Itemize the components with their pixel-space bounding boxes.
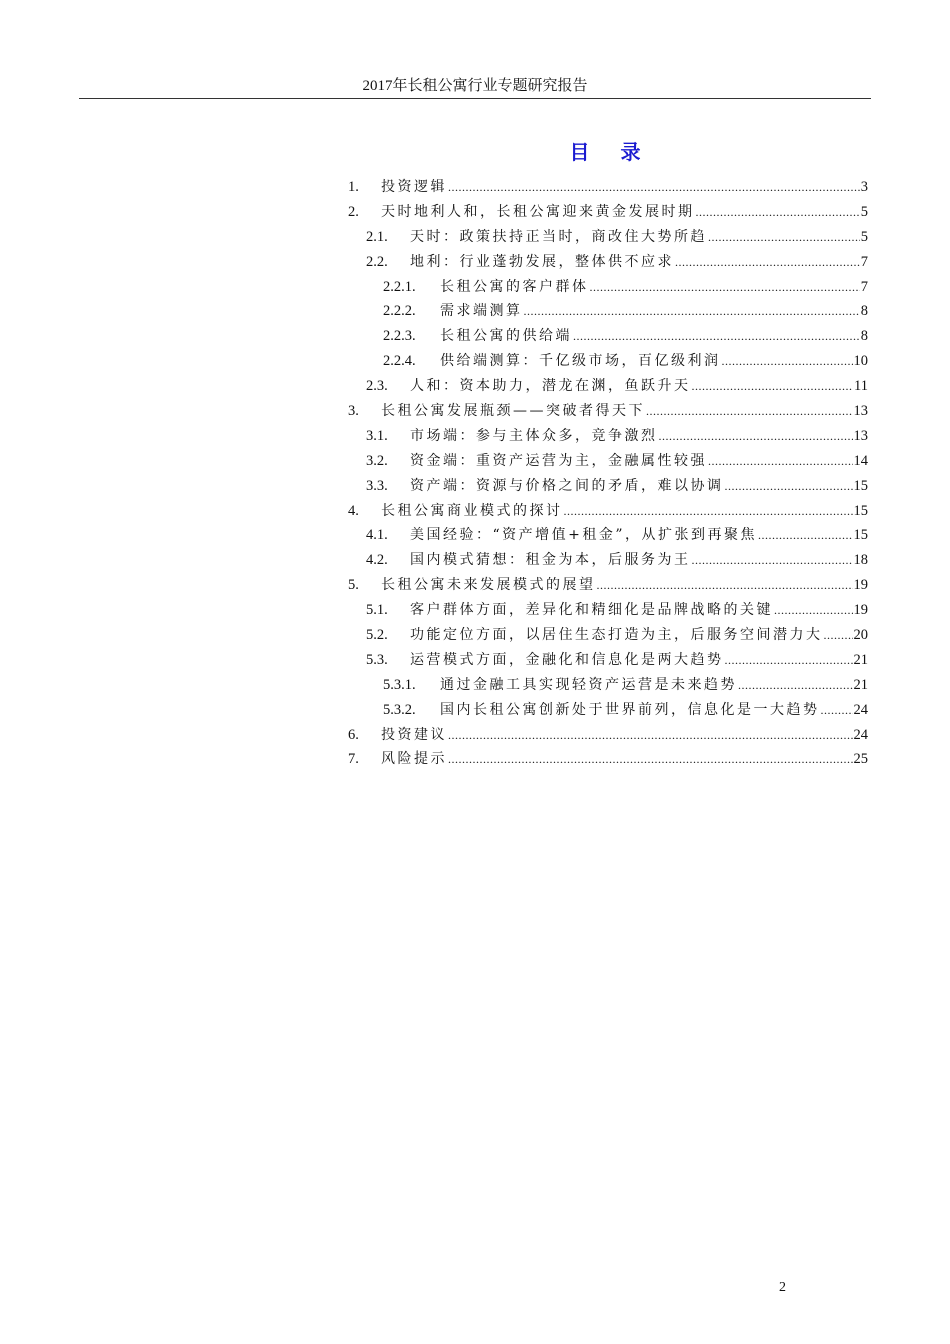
toc-entry-page: 14 (853, 452, 868, 469)
toc-leader-dots (696, 200, 860, 225)
toc-entry-page: 5 (860, 228, 868, 245)
toc-entry-number: 4.2. (366, 552, 388, 569)
toc-entry-text: 美国经验：“资产增值+租金”，从扩张到再聚焦 (410, 527, 758, 544)
toc-entry-text: 地利：行业蓬勃发展，整体供不应求 (410, 253, 674, 270)
toc-entry[interactable] (348, 424, 868, 449)
toc-entry-page: 24 (853, 726, 868, 743)
toc-entry-page: 15 (853, 477, 868, 494)
toc-entry[interactable] (348, 175, 868, 200)
toc-entry-text: 供给端测算：千亿级市场，百亿级利润 (440, 353, 721, 370)
toc-entry[interactable] (348, 299, 868, 324)
toc-entry-page: 13 (853, 427, 868, 444)
toc-entry-text: 投资逻辑 (381, 179, 447, 195)
page-number: 2 (779, 1280, 786, 1295)
toc-leader-dots (646, 399, 853, 424)
toc-entry-number: 5. (348, 577, 359, 594)
toc-title: 目 录 (569, 140, 653, 164)
toc-entry[interactable] (348, 225, 868, 250)
toc-entry-number: 2.2.1. (383, 278, 416, 295)
toc-entry-number: 2.2.3. (383, 328, 416, 345)
table-of-contents (348, 175, 868, 772)
toc-entry-text: 市场端：参与主体众多，竞争激烈 (410, 427, 658, 444)
toc-entry[interactable] (348, 349, 868, 374)
toc-entry-number: 2. (348, 203, 359, 220)
toc-entry-page: 7 (860, 278, 868, 295)
toc-entry[interactable] (348, 499, 868, 524)
toc-leader-dots (774, 598, 853, 623)
toc-entry-text: 长租公寓的客户群体 (440, 278, 589, 295)
toc-entry-number: 6. (348, 726, 359, 743)
toc-entry[interactable] (348, 598, 868, 623)
toc-entry[interactable] (348, 723, 868, 748)
toc-entry-number: 3.2. (366, 452, 388, 469)
toc-entry-number: 2.3. (366, 378, 388, 395)
toc-entry-text: 客户群体方面，差异化和精细化是品牌战略的关键 (410, 602, 773, 619)
toc-leader-dots (675, 250, 860, 275)
toc-entry-page: 7 (860, 253, 868, 270)
toc-entry-page: 20 (853, 627, 868, 644)
toc-leader-dots (573, 324, 860, 349)
toc-entry-text: 功能定位方面，以居住生态打造为主，后服务空间潜力大 (410, 627, 823, 644)
toc-leader-dots (448, 723, 853, 748)
toc-entry[interactable] (348, 673, 868, 698)
toc-entry-number: 4.1. (366, 527, 388, 544)
toc-entry[interactable] (348, 648, 868, 673)
toc-entry-page: 21 (853, 651, 868, 668)
toc-entry-page: 25 (853, 751, 868, 768)
toc-leader-dots (738, 673, 853, 698)
toc-entry-number: 4. (348, 502, 359, 519)
toc-leader-dots (708, 225, 860, 250)
toc-entry[interactable] (348, 623, 868, 648)
toc-leader-dots (448, 747, 853, 772)
toc-entry[interactable] (348, 449, 868, 474)
toc-leader-dots (590, 275, 860, 300)
toc-entry-page: 5 (860, 203, 868, 220)
toc-entry-page: 13 (853, 403, 868, 420)
toc-entry-number: 3.1. (366, 427, 388, 444)
toc-entry-number: 5.3. (366, 651, 388, 668)
toc-entry-page: 15 (853, 502, 868, 519)
header-divider (79, 98, 871, 99)
toc-entry-page: 21 (853, 676, 868, 693)
toc-leader-dots (448, 175, 860, 200)
toc-entry-page: 11 (854, 378, 868, 395)
toc-entry-page: 8 (860, 303, 868, 320)
toc-leader-dots (692, 374, 854, 399)
toc-entry-number: 5.2. (366, 627, 388, 644)
toc-entry-number: 2.1. (366, 228, 388, 245)
toc-entry-number: 5.3.1. (383, 676, 416, 693)
toc-leader-dots (524, 299, 860, 324)
toc-leader-dots (597, 573, 853, 598)
toc-leader-dots (824, 623, 853, 648)
toc-entry-text: 需求端测算 (440, 303, 523, 320)
toc-entry-text: 长租公寓商业模式的探讨 (381, 502, 563, 519)
toc-entry-text: 长租公寓的供给端 (440, 328, 572, 345)
toc-entry-number: 2.2. (366, 253, 388, 270)
toc-entry[interactable] (348, 250, 868, 275)
toc-entry[interactable] (348, 698, 868, 723)
toc-entry-page: 18 (853, 552, 868, 569)
toc-entry-text: 运营模式方面，金融化和信息化是两大趋势 (410, 651, 724, 668)
toc-entry-page: 3 (860, 179, 868, 195)
toc-entry-text: 投资建议 (381, 726, 447, 743)
toc-entry[interactable] (348, 374, 868, 399)
toc-leader-dots (564, 499, 853, 524)
toc-entry-text: 国内长租公寓创新处于世界前列，信息化是一大趋势 (440, 701, 820, 718)
toc-entry[interactable] (348, 275, 868, 300)
toc-entry-text: 通过金融工具实现轻资产运营是未来趋势 (440, 676, 737, 693)
toc-entry-number: 3.3. (366, 477, 388, 494)
toc-leader-dots (758, 523, 852, 548)
toc-entry-text: 资金端：重资产运营为主，金融属性较强 (410, 452, 707, 469)
toc-leader-dots (725, 474, 853, 499)
toc-entry-page: 8 (860, 328, 868, 345)
toc-entry[interactable] (348, 523, 868, 548)
toc-entry-text: 天时地利人和，长租公寓迎来黄金发展时期 (381, 203, 695, 220)
toc-entry-text: 长租公寓发展瓶颈——突破者得天下 (381, 403, 645, 420)
toc-entry-page: 19 (853, 602, 868, 619)
toc-entry-page: 10 (853, 353, 868, 370)
toc-entry-page: 24 (853, 701, 868, 718)
toc-entry-text: 人和：资本助力，潜龙在渊，鱼跃升天 (410, 378, 691, 395)
toc-entry-number: 5.1. (366, 602, 388, 619)
toc-leader-dots (725, 648, 853, 673)
toc-entry-number: 1. (348, 179, 359, 195)
running-header: 2017年长租公寓行业专题研究报告 (362, 78, 588, 94)
toc-entry-number: 7. (348, 751, 359, 768)
toc-entry[interactable] (348, 573, 868, 598)
toc-entry-text: 国内模式猜想：租金为本，后服务为王 (410, 552, 691, 569)
toc-entry[interactable] (348, 200, 868, 225)
toc-leader-dots (692, 548, 853, 573)
toc-entry-text: 长租公寓未来发展模式的展望 (381, 577, 596, 594)
toc-entry-number: 2.2.4. (383, 353, 416, 370)
toc-entry-page: 15 (853, 527, 868, 544)
toc-entry-page: 19 (853, 577, 868, 594)
toc-leader-dots (821, 698, 853, 723)
toc-entry-text: 天时：政策扶持正当时，商改住大势所趋 (410, 228, 707, 245)
toc-leader-dots (722, 349, 853, 374)
toc-entry[interactable] (348, 324, 868, 349)
toc-entry-number: 5.3.2. (383, 701, 416, 718)
toc-entry[interactable] (348, 399, 868, 424)
toc-entry-number: 2.2.2. (383, 303, 416, 320)
toc-leader-dots (708, 449, 853, 474)
toc-entry[interactable] (348, 548, 868, 573)
toc-entry[interactable] (348, 747, 868, 772)
toc-leader-dots (659, 424, 853, 449)
toc-entry-number: 3. (348, 403, 359, 420)
toc-entry[interactable] (348, 474, 868, 499)
toc-entry-text: 资产端：资源与价格之间的矛盾，难以协调 (410, 477, 724, 494)
toc-entry-text: 风险提示 (381, 751, 447, 768)
